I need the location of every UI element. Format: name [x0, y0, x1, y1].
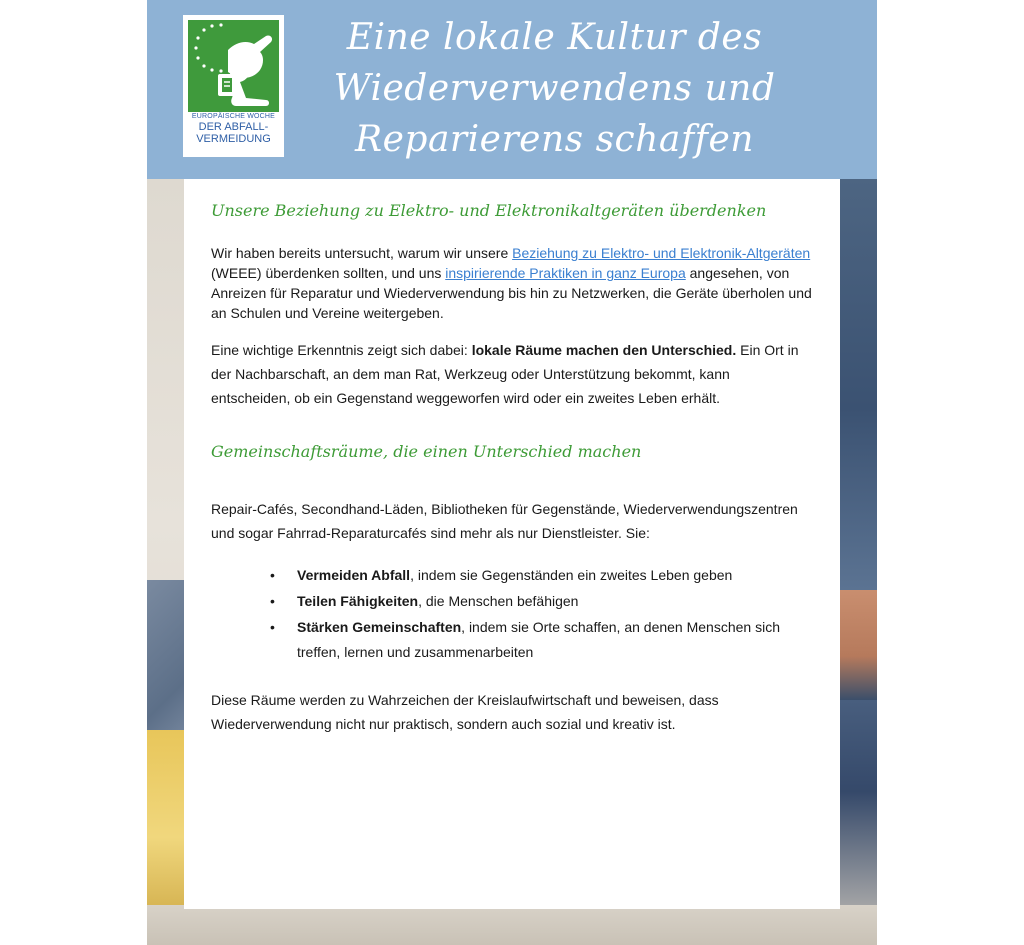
- intro-text-1: Wir haben bereits untersucht, warum wir unsere: [211, 245, 513, 261]
- logo-emblem: [188, 20, 279, 112]
- weee-relationship-link[interactable]: Beziehung zu Elektro- und Elektronik-Altgeräten: [512, 245, 811, 261]
- list-item: [270, 615, 812, 665]
- intro-text-2: (WEEE) überdenken sollten, und uns: [211, 265, 446, 281]
- logo-line-1: EUROPÄISCHE WOCHE: [191, 113, 276, 120]
- insight-text-2: Ein Ort in der Nachbarschaft, an dem man Rat, Werkzeug oder Unterstützung bekommt, kann entscheiden, ob ein Gegenstand weggeworfen wird oder ein zweites Leben erhält.: [211, 342, 799, 406]
- section-heading-weee: Unsere Beziehung zu Elektro- und Elektronikaltgeräten überdenken: [211, 201, 767, 220]
- logo-line-2: DER ABFALL-: [198, 121, 269, 133]
- list-item-bold: Teilen Fähigkeiten: [297, 593, 419, 609]
- list-item-text: , die Menschen befähigen: [418, 593, 579, 609]
- bullet-icon: •: [270, 593, 275, 609]
- background-hand: [840, 590, 877, 700]
- list-item-text: , indem sie Orte schaffen, an denen Menschen sich treffen, lernen und zusammenarbeiten: [297, 619, 780, 660]
- background-table: [147, 905, 877, 945]
- list-item: [270, 589, 812, 614]
- newsletter-page: [147, 0, 877, 945]
- list-item-text: , indem sie Gegenständen ein zweites Leben geben: [410, 567, 733, 583]
- insight-bold: lokale Räume machen den Unterschied.: [471, 342, 737, 358]
- section-heading-community: Gemeinschaftsräume, die einen Unterschied machen: [211, 442, 642, 461]
- bullet-icon: •: [270, 567, 275, 583]
- community-paragraph: Repair-Cafés, Secondhand-Läden, Bibliotheken für Gegenstände, Wiederverwendungszentren und sogar Fahrrad-Reparaturcafés sind mehr als nur Dienstleister. Sie:: [211, 501, 798, 541]
- insight-paragraph: [211, 338, 812, 410]
- logo-wordmark: [185, 113, 282, 145]
- list-item: [270, 563, 812, 588]
- hand-with-recycling-bin-icon: [188, 20, 279, 112]
- logo-line-3: VERMEIDUNG: [196, 133, 271, 145]
- intro-text-3: angesehen, von Anreizen für Reparatur und Wiederverwendung bis hin zu Netzwerken, die Geräte überholen und an Schulen und Vereine weitergeben.: [211, 265, 812, 321]
- inspiring-practices-link[interactable]: inspirierende Praktiken in ganz Europa: [445, 265, 686, 281]
- content-card: [184, 179, 840, 909]
- list-item-bold: Vermeiden Abfall: [297, 567, 411, 583]
- list-item-bold: Stärken Gemeinschaften: [297, 619, 462, 635]
- benefits-list: [211, 563, 812, 665]
- page-title: Eine lokale Kultur des Wiederverwendens und Reparierens schaffen: [333, 17, 776, 160]
- ewwr-logo: [183, 15, 284, 157]
- bullet-icon: •: [270, 619, 275, 635]
- header-banner: [147, 0, 877, 179]
- insight-text-1: Eine wichtige Erkenntnis zeigt sich dabei:: [211, 342, 472, 358]
- intro-paragraph: [211, 243, 812, 323]
- background-jeans-right: [840, 179, 877, 945]
- closing-paragraph: Diese Räume werden zu Wahrzeichen der Kreislaufwirtschaft und beweisen, dass Wiederverwendung nicht nur praktisch, sondern auch sozial und kreativ ist.: [211, 692, 719, 732]
